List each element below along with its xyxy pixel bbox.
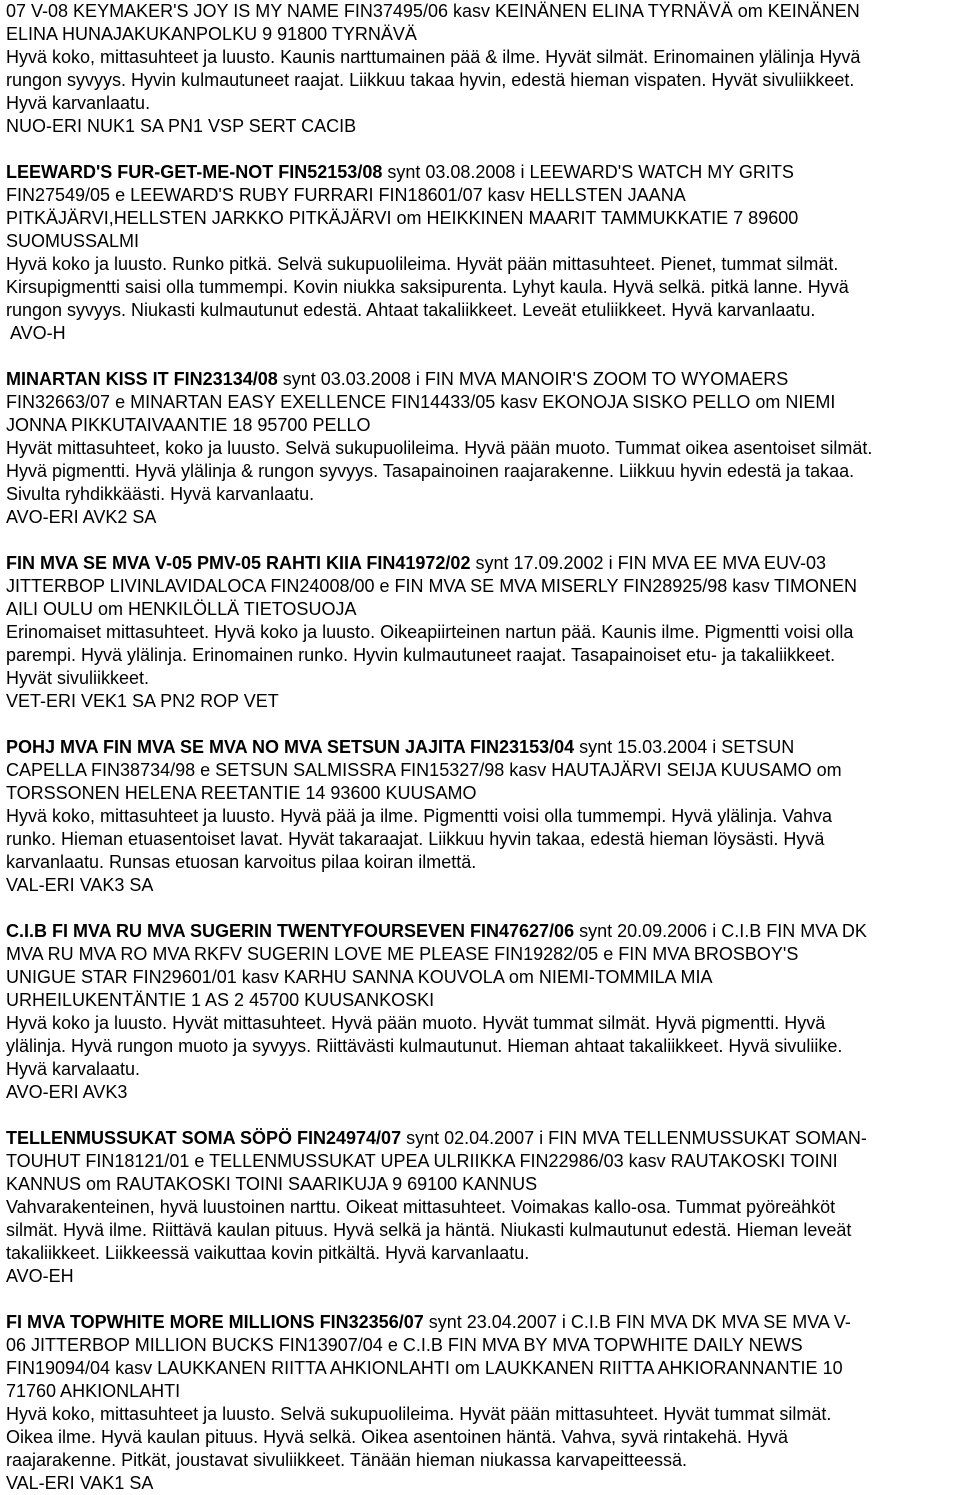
entry-text-line: rungon syvyys. Hyvin kulmautuneet raajat. Liikkuu takaa hyvin, edestä hieman vispaten. Hyvät sivuliikkeet.: [6, 70, 855, 90]
dog-birth-parents: synt 03.08.2008 i LEEWARD'S WATCH MY GRITS: [382, 162, 794, 182]
entry-spacer: [6, 1104, 954, 1127]
entry-title-line: [6, 368, 954, 391]
entry-text-line: TOUHUT FIN18121/01 e TELLENMUSSUKAT UPEA ULRIIKKA FIN22986/03 kasv RAUTAKOSKI TOINI: [6, 1151, 838, 1171]
entry-text-line: Hyvä karvanlaatu.: [6, 93, 151, 113]
entry-rating: AVO-ERI AVK2 SA: [6, 507, 157, 527]
entry-text-line: raajarakenne. Pitkät, joustavat sivuliikkeet. Tänään hieman niukassa karvapeitteessä.: [6, 1450, 688, 1470]
entry-text-line: ELINA HUNAJAKUKANPOLKU 9 91800 TYRNÄVÄ: [6, 24, 417, 44]
entry-text-line: Erinomaiset mittasuhteet. Hyvä koko ja luusto. Oikeapiirteinen nartun pää. Kaunis ilme. Pigmentti voisi olla: [6, 622, 854, 642]
entry-text-line: silmät. Hyvä ilme. Riittävä kaulan pituus. Hyvä selkä ja häntä. Niukasti kulmautunut edestä. Hieman leveät: [6, 1220, 852, 1240]
entry-text-line: karvanlaatu. Runsas etuosan karvoitus pilaa koiran ilmettä.: [6, 852, 477, 872]
entry-text-line: Hyvä koko, mittasuhteet ja luusto. Kaunis narttumainen pää & ilme. Hyvät silmät. Erinomainen ylälinja Hyvä: [6, 47, 861, 67]
entry-text-line: PITKÄJÄRVI,HELLSTEN JARKKO PITKÄJÄRVI om HEIKKINEN MAARIT TAMMUKKATIE 7 89600: [6, 208, 799, 228]
entry-text-line: Hyvät sivuliikkeet.: [6, 668, 150, 688]
entry-rating: VAL-ERI VAK1 SA: [6, 1473, 154, 1493]
entry-text-line: Hyvä pigmentti. Hyvä ylälinja & rungon syvyys. Tasapainoinen raajarakenne. Liikkuu hyvin edestä ja takaa.: [6, 461, 855, 481]
dog-birth-parents: synt 17.09.2002 i FIN MVA EE MVA EUV-03: [470, 553, 826, 573]
entry-text-line: JITTERBOP LIVINLAVIDALOCA FIN24008/00 e FIN MVA SE MVA MISERLY FIN28925/98 kasv TIMONEN: [6, 576, 857, 596]
dog-entry: [6, 552, 954, 713]
entry-text-line: parempi. Hyvä ylälinja. Erinomainen runko. Hyvin kulmautuneet raajat. Tasapainoiset etu- ja takaliikkeet.: [6, 645, 836, 665]
dog-name-registration: TELLENMUSSUKAT SOMA SÖPÖ FIN24974/07: [6, 1128, 402, 1148]
entry-text-line: Oikea ilme. Hyvä kaulan pituus. Hyvä selkä. Oikea asentoinen häntä. Vahva, syvä rintakehä. Hyvä: [6, 1427, 789, 1447]
entry-text-line: JONNA PIKKUTAIVAANTIE 18 95700 PELLO: [6, 415, 371, 435]
entry-text-line: ylälinja. Hyvä rungon muoto ja syvyys. Riittävästi kulmautunut. Hieman ahtaat takaliikkeet. Hyvä sivuliike.: [6, 1036, 843, 1056]
entry-title-line: [6, 552, 954, 575]
dog-entry: [6, 736, 954, 897]
dog-entry: [6, 0, 954, 138]
dog-entry: [6, 920, 954, 1104]
entry-text-line: FIN19094/04 kasv LAUKKANEN RIITTA AHKIONLAHTI om LAUKKANEN RIITTA AHKIORANNANTIE 10: [6, 1358, 843, 1378]
dog-birth-parents: synt 02.04.2007 i FIN MVA TELLENMUSSUKAT SOMAN-: [401, 1128, 867, 1148]
entry-text-line: Kirsupigmentti saisi olla tummempi. Kovin niukka saksipurenta. Lyhyt kaula. Hyvä selkä. pitkä lanne. Hyvä: [6, 277, 849, 297]
entry-text-line: MVA RU MVA RO MVA RKFV SUGERIN LOVE ME PLEASE FIN19282/05 e FIN MVA BROSBOY'S: [6, 944, 799, 964]
entry-title-line: [6, 1127, 954, 1150]
entry-text-line: takaliikkeet. Liikkeessä vaikuttaa kovin pitkältä. Hyvä karvanlaatu.: [6, 1243, 530, 1263]
entry-text-line: CAPELLA FIN38734/98 e SETSUN SALMISSRA FIN15327/98 kasv HAUTAJÄRVI SEIJA KUUSAMO om: [6, 760, 842, 780]
entry-text-line: Hyvät mittasuhteet, koko ja luusto. Selvä sukupuolileima. Hyvä pään muoto. Tummat oikea asentoiset silmät.: [6, 438, 873, 458]
entry-rating: AVO-EH: [6, 1266, 74, 1286]
dog-name-registration: POHJ MVA FIN MVA SE MVA NO MVA SETSUN JAJITA FIN23153/04: [6, 737, 575, 757]
entry-text-line: Hyvä karvalaatu.: [6, 1059, 141, 1079]
entry-text-line: Hyvä koko, mittasuhteet ja luusto. Selvä sukupuolileima. Hyvät pään mittasuhteet. Hyvät tummat silmät.: [6, 1404, 832, 1424]
dog-birth-parents: synt 03.03.2008 i FIN MVA MANOIR'S ZOOM TO WYOMAERS: [277, 369, 789, 389]
dog-entry: [6, 368, 954, 529]
entry-rating: AVO-H: [6, 323, 66, 343]
entry-text-line: Sivulta ryhdikkäästi. Hyvä karvanlaatu.: [6, 484, 315, 504]
entry-text-line: Hyvä koko ja luusto. Hyvät mittasuhteet. Hyvä pään muoto. Hyvät tummat silmät. Hyvä pigmentti. Hyvä: [6, 1013, 826, 1033]
entry-text-line: KANNUS om RAUTAKOSKI TOINI SAARIKUJA 9 69100 KANNUS: [6, 1174, 538, 1194]
entry-rating: AVO-ERI AVK3: [6, 1082, 128, 1102]
entry-spacer: [6, 529, 954, 552]
dog-birth-parents: synt 20.09.2006 i C.I.B FIN MVA DK: [574, 921, 867, 941]
entry-text-line: 07 V-08 KEYMAKER'S JOY IS MY NAME FIN37495/06 kasv KEINÄNEN ELINA TYRNÄVÄ om KEINÄNEN: [6, 1, 860, 21]
dog-entry: [6, 1311, 954, 1495]
entry-title-line: [6, 1311, 954, 1334]
entry-text-line: Hyvä koko, mittasuhteet ja luusto. Hyvä pää ja ilme. Pigmentti voisi olla tummempi. Hyvä ylälinja. Vahva: [6, 806, 833, 826]
entry-spacer: [6, 713, 954, 736]
dog-birth-parents: synt 15.03.2004 i SETSUN: [574, 737, 795, 757]
entry-text-line: Hyvä koko ja luusto. Runko pitkä. Selvä sukupuolileima. Hyvät pään mittasuhteet. Pienet, tummat silmät.: [6, 254, 839, 274]
entry-rating: NUO-ERI NUK1 SA PN1 VSP SERT CACIB: [6, 116, 357, 136]
entry-text-line: UNIGUE STAR FIN29601/01 kasv KARHU SANNA KOUVOLA om NIEMI-TOMMILA MIA: [6, 967, 713, 987]
entry-title-line: [6, 736, 954, 759]
entry-spacer: [6, 345, 954, 368]
dog-name-registration: FI MVA TOPWHITE MORE MILLIONS FIN32356/07: [6, 1312, 424, 1332]
entry-text-line: FIN27549/05 e LEEWARD'S RUBY FURRARI FIN18601/07 kasv HELLSTEN JAANA: [6, 185, 686, 205]
entry-text-line: rungon syvyys. Niukasti kulmautunut edestä. Ahtaat takaliikkeet. Leveät etuliikkeet. Hyvä karvanlaatu.: [6, 300, 816, 320]
entry-title-line: [6, 161, 954, 184]
dog-name-registration: C.I.B FI MVA RU MVA SUGERIN TWENTYFOURSEVEN FIN47627/06: [6, 921, 575, 941]
dog-name-registration: LEEWARD'S FUR-GET-ME-NOT FIN52153/08: [6, 162, 383, 182]
entry-text-line: URHEILUKENTÄNTIE 1 AS 2 45700 KUUSANKOSKI: [6, 990, 435, 1010]
dog-name-registration: FIN MVA SE MVA V-05 PMV-05 RAHTI KIIA FIN41972/02: [6, 553, 471, 573]
dog-birth-parents: synt 23.04.2007 i C.I.B FIN MVA DK MVA SE MVA V-: [423, 1312, 851, 1332]
entry-text-line: 06 JITTERBOP MILLION BUCKS FIN13907/04 e C.I.B FIN MVA BY MVA TOPWHITE DAILY NEWS: [6, 1335, 803, 1355]
entry-text-line: AILI OULU om HENKILÖLLÄ TIETOSUOJA: [6, 599, 357, 619]
entry-title-line: [6, 920, 954, 943]
entry-rating: VET-ERI VEK1 SA PN2 ROP VET: [6, 691, 279, 711]
dog-entry: [6, 1127, 954, 1288]
entry-text-line: 71760 AHKIONLAHTI: [6, 1381, 181, 1401]
entry-rating: VAL-ERI VAK3 SA: [6, 875, 154, 895]
entry-spacer: [6, 897, 954, 920]
dog-entry: [6, 161, 954, 345]
entry-spacer: [6, 138, 954, 161]
dog-name-registration: MINARTAN KISS IT FIN23134/08: [6, 369, 278, 389]
entry-text-line: SUOMUSSALMI: [6, 231, 140, 251]
entry-text-line: TORSSONEN HELENA REETANTIE 14 93600 KUUSAMO: [6, 783, 477, 803]
entry-text-line: FIN32663/07 e MINARTAN EASY EXELLENCE FIN14433/05 kasv EKONOJA SISKO PELLO om NIEMI: [6, 392, 836, 412]
entry-text-line: runko. Hieman etuasentoiset lavat. Hyvät takaraajat. Liikkuu hyvin takaa, edestä hieman löysästi. Hyvä: [6, 829, 825, 849]
entry-spacer: [6, 1288, 954, 1311]
entry-text-line: Vahvarakenteinen, hyvä luustoinen narttu. Oikeat mittasuhteet. Voimakas kallo-osa. Tummat pyöreähköt: [6, 1197, 836, 1217]
